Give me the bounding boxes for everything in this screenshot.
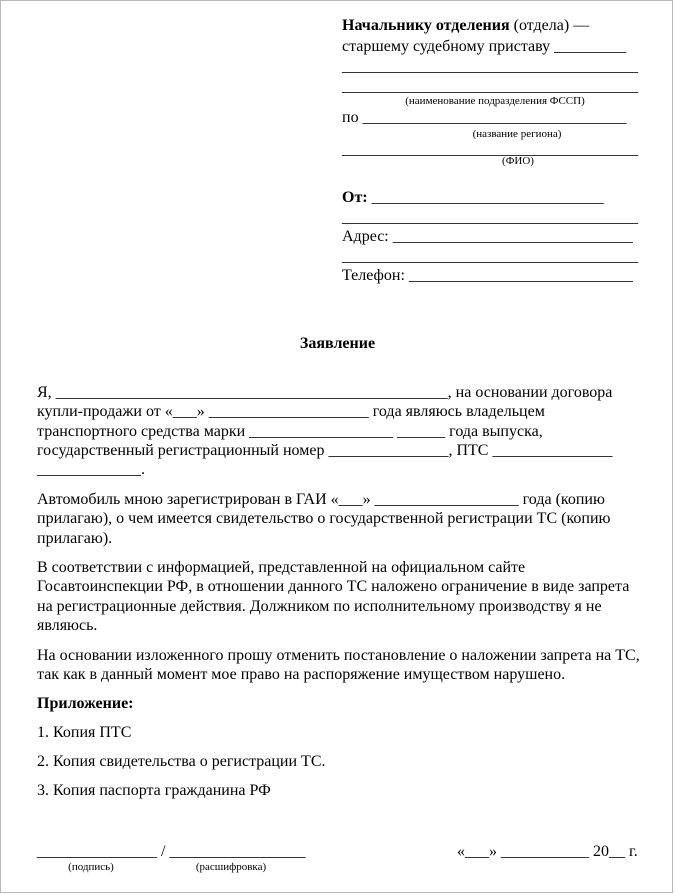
paragraph-registration: Автомобиль мною зарегистрирован в ГАИ «___» __________________ года (копию прилагаю), о чем имеется свидетельство о государственной регистрации ТС (копию прилагаю). (37, 491, 611, 547)
region-caption: (название региона) (472, 128, 562, 140)
decoding-caption: (расшифровка) (195, 861, 267, 873)
paragraph-restriction: В соответствии с информацией, представленной на официальном сайте Госавтоинспекции РФ, в отношении данного ТС наложено ограничение в виде запрета на регистрационные действия. Должником по исполнительному производству я не являюсь. (37, 559, 630, 634)
attachment-item: 3. Копия паспорта гражданина РФ (37, 782, 271, 799)
addressee-rest: (отдела) — (509, 17, 590, 34)
from-blank-2: _____________________________________ (342, 209, 638, 226)
fio-caption: (ФИО) (502, 155, 534, 167)
addressee-bold: Начальнику отделения (342, 17, 510, 34)
addressee-line (342, 17, 589, 35)
attachment-item: 1. Копия ПТС (37, 724, 132, 741)
paragraph-owner: Я, _________________________________________________, на основании договора купли-продажи от «___» ____________________ года являюсь владельцем транспортного средства марки __________________ ______ года выпуска, государственный регистрационный номер _______________, ПТС _______________ _____________. (37, 384, 613, 479)
address-line: Адрес: ______________________________ (342, 228, 633, 245)
document-title: Заявление (299, 335, 376, 352)
signature-line: _______________ / _________________ (37, 843, 306, 860)
signature-caption: (подпись) (68, 861, 114, 873)
date-line: «___» ___________ 20__ г. (457, 843, 638, 860)
fio-line: _____________________________________ (342, 141, 638, 158)
bailiff-line: старшему судебному приставу _________ (342, 38, 627, 55)
subdivision-blank-2: _____________________________________ (342, 78, 638, 95)
from-label: От: (342, 189, 368, 206)
region-line: по _________________________________ (342, 109, 627, 126)
from-blank: _____________________________ (367, 189, 604, 206)
attachment-item: 2. Копия свидетельства о регистрации ТС. (37, 753, 326, 770)
from-line (342, 189, 604, 207)
subdivision-blank-1: _____________________________________ (342, 58, 638, 75)
phone-line: Телефон: ____________________________ (342, 267, 633, 284)
paragraph-request: На основании изложенного прошу отменить постановление о наложении запрета на ТС, так как в данный момент мое право на распоряжение имуществом нарушено. (37, 647, 640, 684)
address-blank-2: _____________________________________ (342, 248, 638, 265)
attachments-heading: Приложение: (37, 695, 134, 712)
subdivision-caption: (наименование подразделения ФССП) (405, 95, 585, 107)
